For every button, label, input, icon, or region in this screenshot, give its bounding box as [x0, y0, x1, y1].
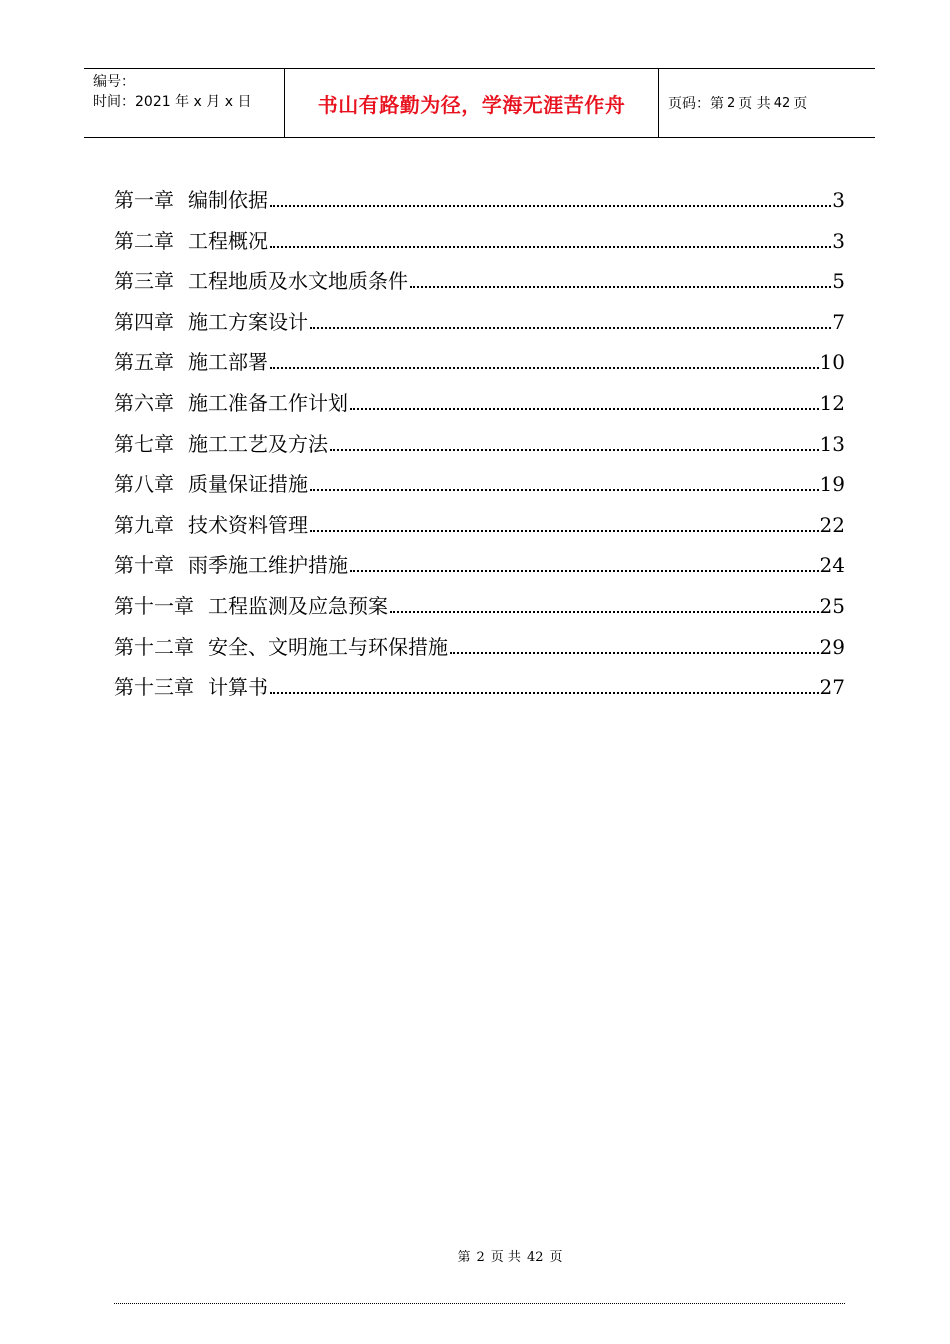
toc-page-number: 7 — [832, 309, 845, 334]
header-page-mid: 页 共 — [738, 96, 771, 112]
toc-entry[interactable] — [114, 347, 845, 388]
toc-chapter-title: 技术资料管理 — [188, 512, 308, 537]
code-label: 编号： — [93, 74, 135, 90]
toc-entry[interactable] — [114, 510, 845, 551]
toc-page-number: 10 — [819, 350, 845, 375]
toc-chapter-title: 计算书 — [208, 675, 268, 700]
toc-dot-leader — [410, 286, 831, 288]
toc-dot-leader — [350, 408, 819, 410]
header-page-current: 2 — [727, 95, 736, 111]
toc-page-number: 29 — [819, 634, 845, 659]
header-page-end: 页 — [793, 96, 808, 112]
toc-page-number: 5 — [832, 269, 845, 294]
toc-dot-leader — [270, 246, 831, 248]
toc-chapter-title: 编制依据 — [188, 188, 268, 212]
toc-chapter-title: 工程监测及应急预案 — [208, 593, 388, 618]
toc-page-number: 3 — [832, 228, 845, 253]
toc-dot-leader — [310, 530, 819, 532]
toc-page-number: 25 — [819, 593, 845, 618]
toc-entry[interactable] — [114, 266, 845, 307]
toc-chapter-number: 第十三章 — [114, 675, 194, 700]
toc-page-number: 3 — [832, 188, 845, 212]
toc-page-number: 19 — [819, 472, 845, 497]
toc-chapter-number: 第十二章 — [114, 634, 194, 659]
toc-entry[interactable] — [114, 672, 845, 713]
toc-chapter-number: 第十章 — [114, 553, 174, 578]
toc-dot-leader — [390, 611, 819, 613]
toc-chapter-number: 第八章 — [114, 472, 174, 497]
header-motto-cell — [285, 69, 659, 137]
toc-page-number: 12 — [819, 390, 845, 415]
toc-chapter-number: 第二章 — [114, 228, 174, 253]
page-header — [84, 68, 875, 138]
date-year: 2021 — [135, 94, 171, 110]
toc-dot-leader — [270, 692, 819, 694]
toc-entry[interactable] — [114, 388, 845, 429]
toc-chapter-number: 第七章 — [114, 431, 174, 456]
toc-chapter-title: 安全、文明施工与环保措施 — [208, 634, 448, 659]
header-page-total: 42 — [773, 95, 791, 111]
toc-chapter-number: 第三章 — [114, 269, 174, 294]
toc-dot-leader — [270, 367, 819, 369]
toc-entry[interactable] — [114, 469, 845, 510]
header-meta-cell — [84, 69, 285, 137]
toc-chapter-number: 第一章 — [114, 188, 174, 212]
toc-entry[interactable] — [114, 591, 845, 632]
footer-divider — [114, 1303, 845, 1304]
toc-dot-leader — [330, 449, 819, 451]
toc-dot-leader — [310, 489, 819, 491]
toc-dot-leader — [270, 205, 831, 207]
date-line — [93, 92, 284, 112]
toc-chapter-title: 雨季施工维护措施 — [188, 553, 348, 578]
toc-chapter-title: 施工准备工作计划 — [188, 390, 348, 415]
toc-dot-leader — [310, 327, 831, 329]
date-day-suffix: 日 — [237, 94, 252, 110]
toc-entry[interactable] — [114, 550, 845, 591]
footer-total: 42 — [526, 1250, 544, 1265]
toc-entry[interactable] — [114, 307, 845, 348]
date-month: x — [193, 94, 202, 110]
toc-chapter-title: 施工方案设计 — [188, 309, 308, 334]
footer-prefix: 第 — [457, 1250, 471, 1265]
header-page-label: 页码：第 — [668, 96, 724, 112]
toc-entry[interactable] — [114, 226, 845, 267]
toc-dot-leader — [350, 570, 819, 572]
date-year-suffix: 年 — [175, 94, 190, 110]
footer-current: 2 — [476, 1250, 485, 1265]
header-page-cell — [659, 69, 875, 137]
toc-chapter-number: 第十一章 — [114, 593, 194, 618]
toc-page-number: 13 — [819, 431, 845, 456]
toc-page-number: 27 — [819, 675, 845, 700]
toc-chapter-title: 工程地质及水文地质条件 — [188, 269, 408, 294]
footer-page-number — [0, 1246, 950, 1265]
toc-page-number: 24 — [819, 553, 845, 578]
toc-chapter-title: 质量保证措施 — [188, 472, 308, 497]
toc-page-number: 22 — [819, 512, 845, 537]
toc-chapter-number: 第五章 — [114, 350, 174, 375]
header-motto: 书山有路勤为径，学海无涯苦作舟 — [317, 92, 626, 117]
date-label: 时间： — [93, 94, 135, 110]
toc-entry[interactable] — [114, 185, 845, 226]
footer-mid: 页 共 — [490, 1250, 521, 1265]
date-day: x — [224, 94, 234, 110]
toc-chapter-title: 工程概况 — [188, 228, 268, 253]
footer-suffix: 页 — [549, 1250, 563, 1265]
toc-chapter-title: 施工部署 — [188, 350, 268, 375]
toc-entry[interactable] — [114, 632, 845, 673]
date-month-suffix: 月 — [206, 94, 221, 110]
toc-chapter-number: 第四章 — [114, 309, 174, 334]
toc-dot-leader — [450, 652, 819, 654]
table-of-contents — [114, 185, 845, 713]
toc-entry[interactable] — [114, 429, 845, 470]
toc-chapter-number: 第六章 — [114, 390, 174, 415]
code-line — [93, 72, 284, 92]
toc-chapter-number: 第九章 — [114, 512, 174, 537]
toc-chapter-title: 施工工艺及方法 — [188, 431, 328, 456]
